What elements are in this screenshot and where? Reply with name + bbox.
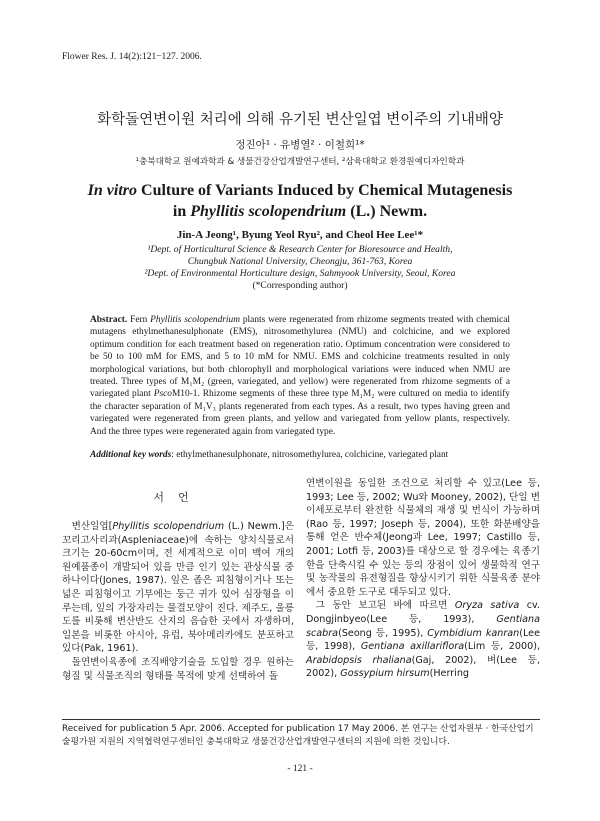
abstract [90,314,510,438]
paragraph: 연변이원을 동일한 조건으로 처리할 수 있고(Lee 등, 1993; Lee 등, 2002; Wu와 Mooney, 2002), 단일 변이세포로부터 완전한 식물체의 재생 및 번식이 가능하며(Rao 등, 1997; Joseph 등, 2004), 또한 화분배양을 통해 얻은 반수체(Jeong과 Lee, 1997; Castillo 등, 2001; Lotfi 등, 2003)를 대상으로 할 경우에는 육종기한을 단축시킬 수 있는 등의 장점이 있어 생물학적 연구 및 농작물의 유전형질을 향상시키기 위한 식물육종 분야에서 중요한 도구로 대두되고 있다. [306,478,540,598]
text: cv. Dongjinbyeo(Lee 등, 1993), [306,600,541,625]
title-line2-pre: in [172,203,191,220]
species-name: Cymbidium kanran [427,627,520,639]
page-number: - 121 - [287,764,313,774]
title-line1: Culture of Variants Induced by Chemical Mutagenesis [137,182,513,199]
text: 그 동안 보고된 바에 따르면 [315,600,455,612]
affiliation-line-1: ¹Dept. of Horticultural Science & Research Center for Bioresource and Health, [147,244,453,255]
species-name: Gentiana scabra [306,613,540,639]
korean-authors: 정진아¹ · 유병열² · 이철희¹* [235,139,365,151]
species-name: Phyllitis scolopendrium [112,521,225,532]
text: (L.) Newm.]은 꼬리고사리과(Aspleniaceae)에 속하는 양치식물로서 크기는 20-60cm이며, 전 세계적으로 이미 백여 개의 원예품종이 개발되어 있을 만큼 인기 있는 관상식물 중 하나이다(Jones, 1987). 잎은 좁은 피침형이거나 또는 넓은 피침형이고 기부에는 둥근 귀가 있어 심장형을 이루는데, 잎의 가장자리는 물결모양이 진다. 제주도, 울릉도를 비롯해 변산반도 산지의 음습한 곳에서 자생하며, 일본을 비롯한 아시아, 유럽, 북아메리카에도 분포하고 있다(Pak, 1961). [62,521,295,655]
abstract-text: M10-1. Rhizome segments of these three type M₁M₂ were cultured on media to identify the character separation of M₁V₃ plants regenerated from each types. As a result, two types having green and variegated were regenerated from green plants, and yellow and variegated from yellow plants, respectively. And the three types were regenerated again from variegated type. [90,389,510,437]
korean-affiliations: ¹충북대학교 원예과학과 & 생물건강산업개발연구센터, ²삼육대학교 환경원예디자인학과 [135,157,465,167]
species-name: Gossypium hirsum [340,668,430,680]
title-species: Phyllitis scolopendrium [190,203,347,220]
paragraph [306,599,540,681]
species-name: Oryza sativa [454,600,520,612]
abstract-label: Abstract. [90,315,128,325]
korean-title: 화학돌연변이원 처리에 의해 유기된 변산일엽 변이주의 기내배양 [97,112,503,128]
affiliation-line-2: Chungbuk National University, Cheongju, 361-763, Korea [187,256,413,267]
affiliation-line-3: ²Dept. of Environmental Horticulture design, Sahmyook University, Seoul, Korea [144,268,456,279]
keywords-label: Additional key words [90,450,172,460]
text: (Gaj, 2002), 벼(Lee 등, 2002), [306,654,540,680]
paragraph [62,520,294,656]
keywords-text: : ethylmethanesulphonate, nitrosomethylurea, colchicine, variegated plant [171,450,449,460]
paragraph: 돌연변이육종에 조직배양기술을 도입할 경우 원하는 형질 및 식물조직의 형태를 목적에 맞게 선택하여 돌 [62,656,294,682]
right-column [306,477,540,681]
journal-reference: Flower Res. J. 14(2):121−127. 2006. [62,52,202,62]
keywords [90,450,510,460]
text: (Lim 등, 2000), [464,641,540,653]
text: 변산일엽[ [71,521,113,532]
footnote: Received for publication 5 Apr. 2006. Accepted for publication 17 May 2006. 본 연구는 산업자원부 · 한국산업기술평가원 지원의 지역협력연구센터인 충북대학교 생물건강산업개발연구센터의 지원에 의한 것입니다. [62,724,534,747]
species-name: Arabidopsis rhaliana [306,654,412,666]
english-title [0,180,600,222]
english-authors: Jin-A Jeong¹, Byung Yeol Ryu², and Cheol Hee Lee¹* [176,229,424,241]
abstract-text: Fern [127,315,151,325]
corresponding-author-note: (*Corresponding author) [252,280,348,291]
left-column [62,520,294,683]
abstract-species: Phyllitis scolopendrium [150,315,240,325]
text: (Seong 등, 1995), [338,627,428,639]
abstract-plant-id: Psco [153,389,172,400]
title-italic-invitro: In vitro [87,182,138,199]
species-name: Gentiana axillariflora [360,641,465,653]
section-heading-introduction: 서언 [153,491,203,504]
title-line2-post: (L.) Newm. [346,203,428,220]
footnote-divider [62,719,540,720]
text: (Lee 등, 1998), [306,627,540,653]
english-affiliations [0,244,600,292]
text: (Herring [429,668,470,680]
abstract-text: plants were regenerated from rhizome segments treated with chemical mutagens ethylmethanesulphonate (EMS), nitrosomethylurea (NMU) and colchicine, and we explored optimum condition for each treatment based on regeneration ratio. Optimum concentration were considered to be 50 to 100 mM for EMS, and 5 to 10 mM for NMU. EMS and colchicine treatments resulted in only morphological variations, but both chlorophyll and morphological variations were induced when NMU are treated. Three types of M₁M₂ (green, variegated, and yellow) were regenerated from rhizome segments of a variegated plant [90,315,510,400]
